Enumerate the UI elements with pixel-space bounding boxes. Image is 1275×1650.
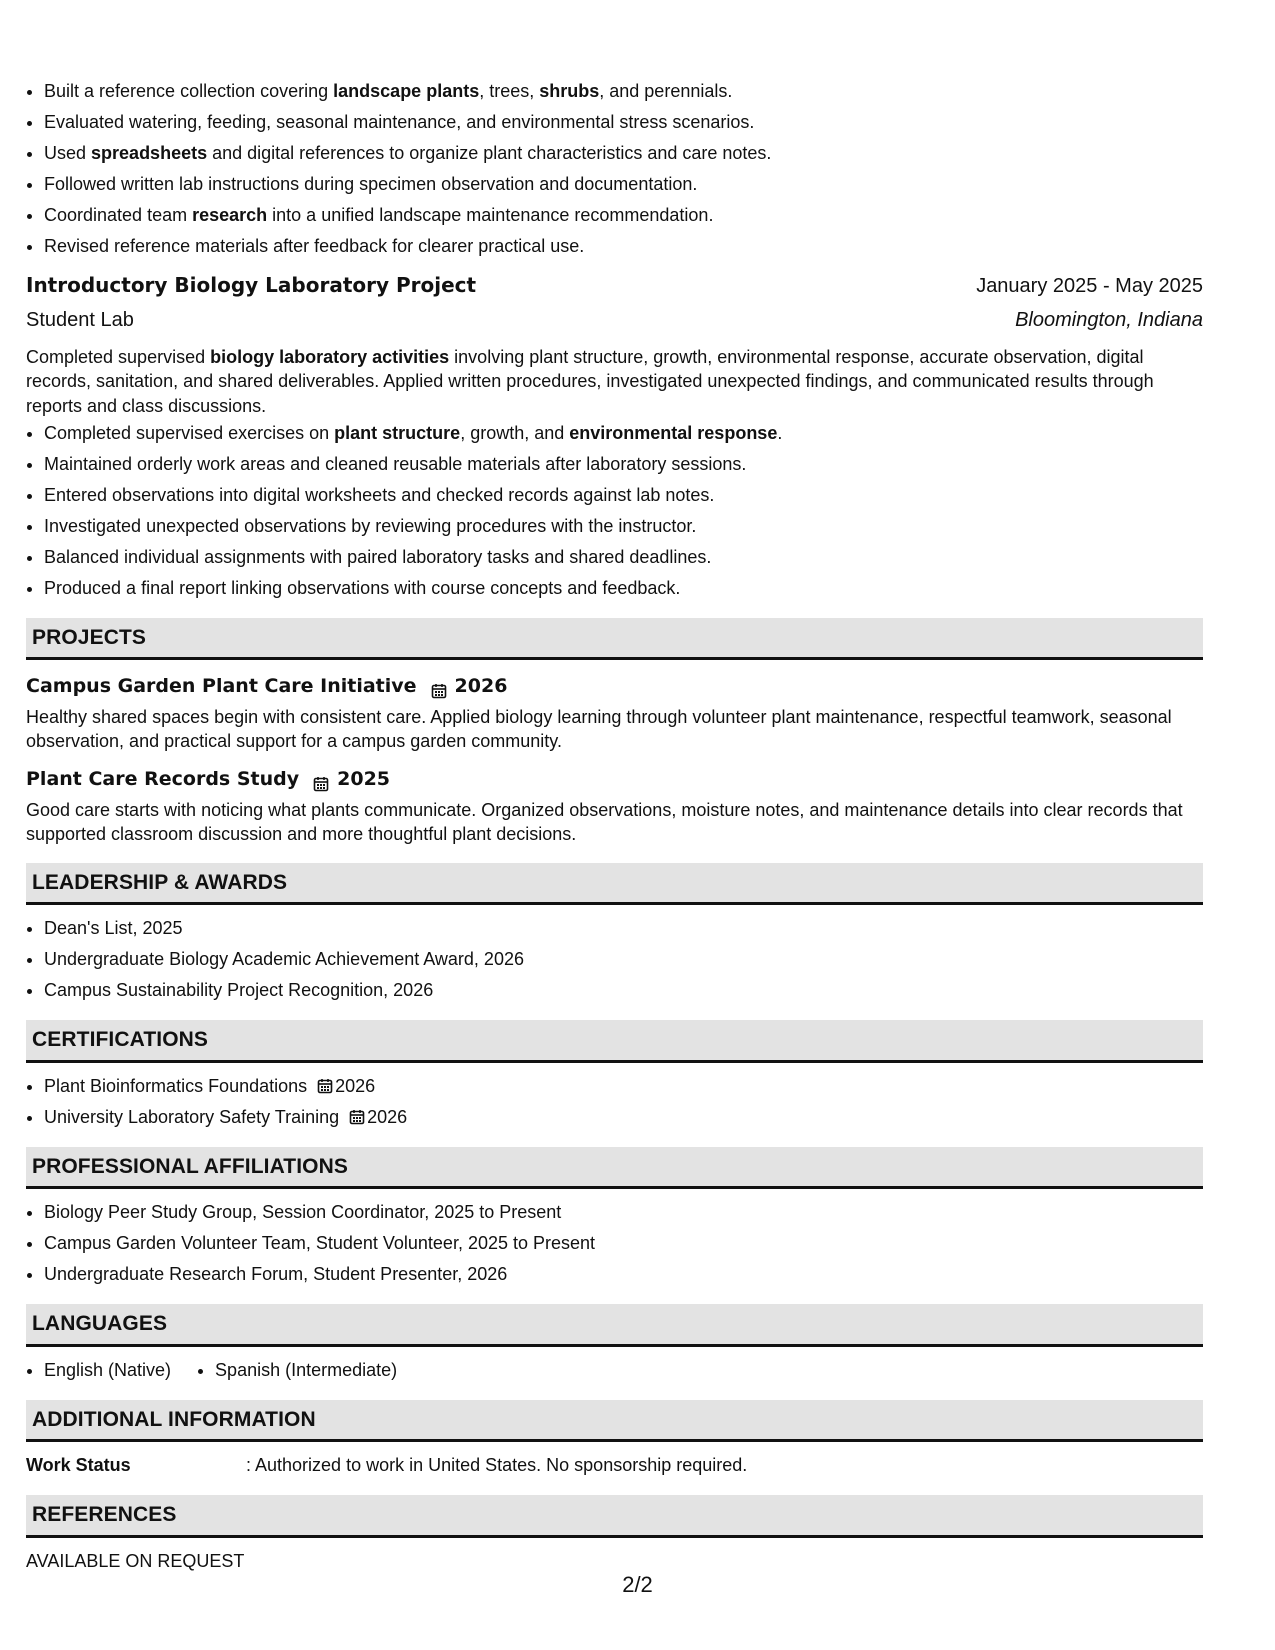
section-heading-awards: LEADERSHIP & AWARDS	[26, 863, 1203, 906]
work-status-row	[26, 1452, 1203, 1479]
work-status-label: Work Status	[26, 1455, 131, 1476]
bold-text: plant structure	[334, 422, 461, 443]
work-status-value: : Authorized to work in United States. No sponsorship required.	[246, 1455, 748, 1476]
bold-text: landscape plants	[333, 81, 480, 101]
affiliation-item: • Biology Peer Study Group, Session Coordinator, 2025 to Present	[44, 1199, 1203, 1226]
intro-bullet	[44, 202, 1203, 229]
project-year: 2025	[337, 768, 391, 791]
intro-bullet	[44, 109, 1203, 136]
affiliation-item: • Undergraduate Research Forum, Student Presenter, 2026	[44, 1261, 1203, 1288]
text-run: Produced a final report linking observations with course concepts and feedback.	[44, 577, 681, 598]
text-run: Completed supervised exercises on	[44, 422, 335, 443]
experience-summary	[26, 345, 1203, 418]
text-run: Entered observations into digital worksheets and checked records against lab notes.	[44, 484, 715, 505]
intro-bullet	[44, 233, 1203, 260]
calendar-icon	[431, 679, 447, 695]
experience-header	[26, 270, 1203, 301]
language-item: • English (Native)	[44, 1357, 171, 1384]
certification-year: 2026	[335, 1075, 376, 1096]
text-run: , and perennials.	[599, 81, 733, 101]
experience-location: Bloomington, Indiana	[1015, 309, 1203, 331]
text-run: Built a reference collection covering	[44, 81, 334, 101]
text-run: and digital references to organize plant characteristics and care notes.	[207, 143, 772, 163]
page-number: 2/2	[622, 1572, 653, 1597]
text-run: Completed supervised	[26, 347, 211, 367]
experience-subheader	[26, 305, 1203, 335]
text-run: .	[777, 422, 783, 443]
project-year: 2026	[454, 675, 508, 698]
text-run: Balanced individual assignments with paired laboratory tasks and shared deadlines.	[44, 546, 712, 567]
project-description: Good care starts with noticing what plants communicate. Organized observations, moisture notes, and maintenance details into clear records that supported classroom discussion and more thoughtful plant decisions.	[26, 799, 1183, 845]
experience-bullet	[44, 420, 1203, 447]
section-heading-additional: ADDITIONAL INFORMATION	[26, 1400, 1203, 1443]
project-title: Plant Care Records Study	[26, 768, 300, 791]
affiliation-item: • Campus Garden Volunteer Team, Student Volunteer, 2025 to Present	[44, 1230, 1203, 1257]
award-item: • Dean's List, 2025	[44, 915, 1203, 942]
text-run: Revised reference materials after feedback for clearer practical use.	[44, 236, 585, 256]
language-item: • Spanish (Intermediate)	[215, 1357, 397, 1384]
affiliations-list	[26, 1199, 1203, 1288]
experience-bullet	[44, 575, 1203, 602]
text-run: , growth, and	[460, 422, 570, 443]
section-heading-languages: LANGUAGES	[26, 1304, 1203, 1347]
section-heading-certifications: CERTIFICATIONS	[26, 1020, 1203, 1063]
projects-list	[26, 672, 1203, 846]
section-heading-projects: PROJECTS	[26, 618, 1203, 661]
bold-text: spreadsheets	[91, 143, 208, 163]
section-heading-affiliations: PROFESSIONAL AFFILIATIONS	[26, 1147, 1203, 1190]
project-description: Healthy shared spaces begin with consistent care. Applied biology learning through volunteer plant maintenance, respectful teamwork, seasonal observation, and practical support for a campus garden community.	[26, 706, 1172, 752]
certifications-list	[26, 1073, 1203, 1131]
text-run: Followed written lab instructions during specimen observation and documentation.	[44, 174, 698, 194]
calendar-icon	[317, 1075, 333, 1091]
text-run: , trees,	[479, 81, 540, 101]
calendar-icon	[349, 1106, 365, 1122]
award-item: • Campus Sustainability Project Recognition, 2026	[44, 977, 1203, 1004]
project-header	[26, 672, 1203, 701]
section-heading-references: REFERENCES	[26, 1495, 1203, 1538]
text-run: Maintained orderly work areas and cleaned reusable materials after laboratory sessions.	[44, 453, 747, 474]
certification-year: 2026	[367, 1106, 408, 1127]
awards-list	[26, 915, 1203, 1004]
bold-text: biology laboratory activities	[210, 347, 450, 367]
intro-bullet	[44, 171, 1203, 198]
experience-bullet-list	[26, 420, 1203, 602]
experience-bullet	[44, 544, 1203, 571]
languages-list	[26, 1357, 1203, 1384]
text-run: into a unified landscape maintenance recommendation.	[267, 205, 714, 225]
certification-name: University Laboratory Safety Training	[44, 1106, 340, 1127]
experience-title: Introductory Biology Laboratory Project	[26, 273, 477, 297]
text-run: Evaluated watering, feeding, seasonal maintenance, and environmental stress scenarios.	[44, 112, 755, 132]
experience-bullet	[44, 513, 1203, 540]
calendar-icon	[313, 772, 329, 788]
text-run: Used	[44, 143, 92, 163]
text-run: Coordinated team	[44, 205, 193, 225]
award-item: • Undergraduate Biology Academic Achievement Award, 2026	[44, 946, 1203, 973]
text-run: Investigated unexpected observations by reviewing procedures with the instructor.	[44, 515, 697, 536]
intro-bullet	[44, 78, 1203, 105]
experience-dates: January 2025 - May 2025	[976, 275, 1203, 297]
experience-org: Student Lab	[26, 309, 134, 331]
intro-bullet	[44, 140, 1203, 167]
bold-text: research	[192, 205, 268, 225]
bold-text: environmental response	[569, 422, 778, 443]
references-text: AVAILABLE ON REQUEST	[26, 1550, 245, 1571]
project-header	[26, 765, 1203, 794]
certification-name: Plant Bioinformatics Foundations	[44, 1075, 308, 1096]
certification-item	[44, 1073, 1203, 1100]
experience-bullet	[44, 451, 1203, 478]
certification-item	[44, 1104, 1203, 1131]
text-run: involving plant structure, growth, environmental response, accurate observation, digital records, sanitation, and shared deliverables. Applied written procedures, investigated unexpected findings, and communicated results through reports and class discussions.	[26, 347, 1154, 416]
experience-bullet	[44, 482, 1203, 509]
bold-text: shrubs	[539, 81, 600, 101]
project-title: Campus Garden Plant Care Initiative	[26, 675, 417, 698]
intro-bullet-list	[26, 78, 1203, 260]
